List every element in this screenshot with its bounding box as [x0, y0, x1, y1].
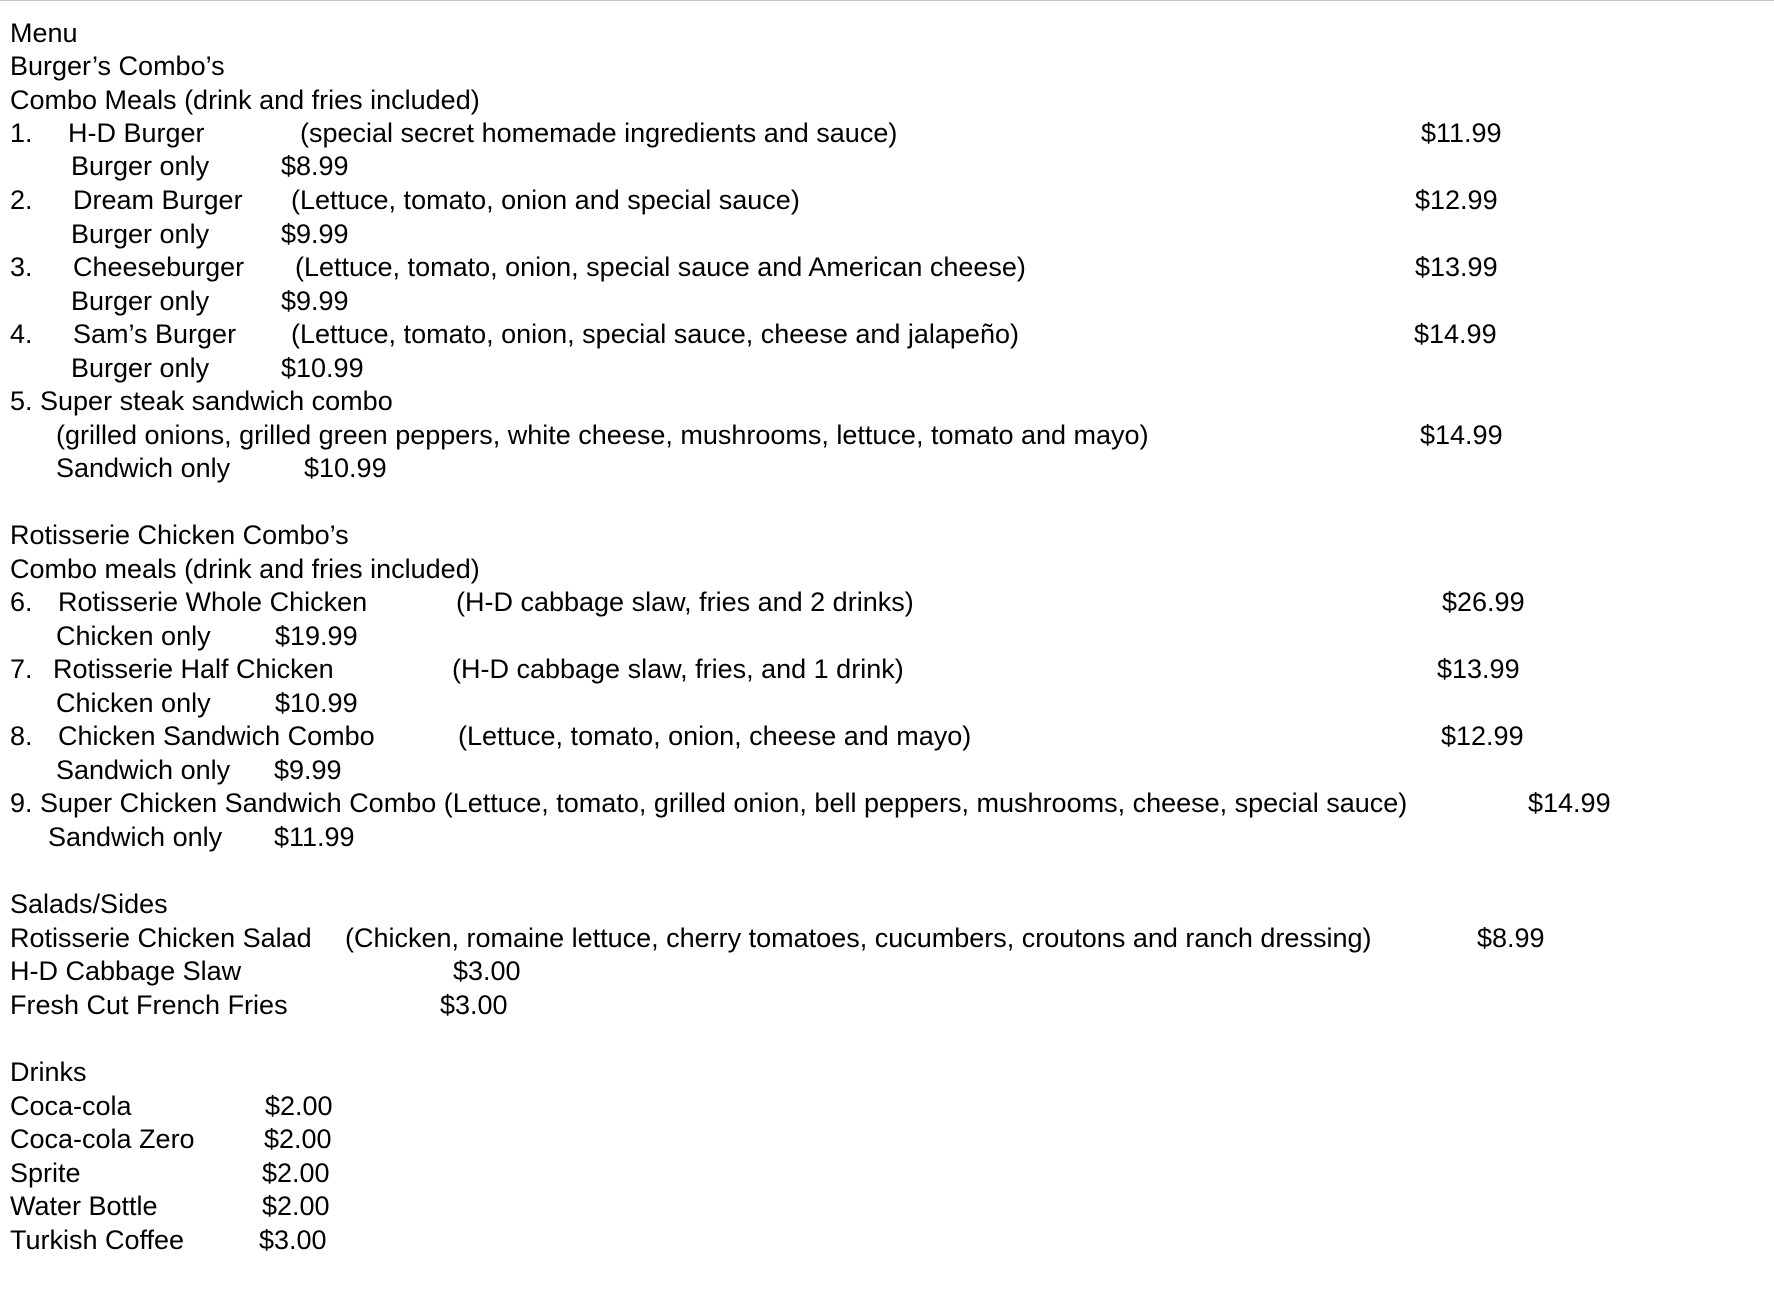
item-only-price: $9.99	[281, 219, 349, 249]
item-price: $12.99	[1415, 185, 1498, 215]
salad-description: (Chicken, romaine lettuce, cherry tomatoes, cucumbers, croutons and ranch dressing)	[345, 923, 1372, 953]
side-price: $3.00	[440, 990, 508, 1020]
super-chicken-only-price: $11.99	[274, 822, 355, 852]
item-price: $13.99	[1437, 654, 1520, 684]
drink-name: Coca-cola Zero	[10, 1124, 195, 1154]
item-price: $12.99	[1441, 721, 1524, 751]
side-name: Fresh Cut French Fries	[10, 990, 288, 1020]
item-name: Chicken Sandwich Combo	[58, 721, 375, 751]
drink-price: $2.00	[264, 1124, 332, 1154]
item-only-price: $10.99	[281, 353, 364, 383]
item-price: $13.99	[1415, 252, 1498, 282]
item-only-label: Burger only	[71, 151, 210, 181]
item-name: Dream Burger	[73, 185, 243, 215]
burgers-heading: Burger’s Combo’s	[10, 51, 225, 81]
item-number: 8.	[10, 721, 33, 751]
steak-only-label: Sandwich only	[56, 453, 231, 483]
drink-name: Sprite	[10, 1158, 81, 1188]
chicken-subheading: Combo meals (drink and fries included)	[10, 554, 480, 584]
item-name: H-D Burger	[68, 118, 205, 148]
drink-price: $3.00	[259, 1225, 327, 1255]
drink-price: $2.00	[265, 1091, 333, 1121]
side-price: $3.00	[453, 956, 521, 986]
super-chicken-line: 9. Super Chicken Sandwich Combo (Lettuce, tomato, grilled onion, bell peppers, mushrooms, cheese, special sauce)	[10, 788, 1408, 818]
salad-name: Rotisserie Chicken Salad	[10, 923, 312, 953]
item-only-price: $8.99	[281, 151, 349, 181]
item-description: (Lettuce, tomato, onion, special sauce and American cheese)	[295, 252, 1026, 282]
item-only-price: $10.99	[275, 688, 358, 718]
drink-name: Turkish Coffee	[10, 1225, 185, 1255]
item-description: (Lettuce, tomato, onion and special sauce)	[291, 185, 800, 215]
drink-price: $2.00	[262, 1191, 330, 1221]
drink-name: Coca-cola	[10, 1091, 132, 1121]
item-description: (Lettuce, tomato, onion, special sauce, cheese and jalapeño)	[291, 319, 1019, 349]
item-description: (special secret homemade ingredients and sauce)	[300, 118, 898, 148]
item-description: (H-D cabbage slaw, fries and 2 drinks)	[456, 587, 914, 617]
drink-price: $2.00	[262, 1158, 330, 1188]
item-only-price: $9.99	[281, 286, 349, 316]
item-only-label: Chicken only	[56, 621, 211, 651]
item-only-label: Burger only	[71, 286, 210, 316]
item-name: Rotisserie Whole Chicken	[58, 587, 368, 617]
item-number: 1.	[10, 118, 33, 148]
steak-combo-description: (grilled onions, grilled green peppers, white cheese, mushrooms, lettuce, tomato and mayo)	[56, 420, 1149, 450]
item-number: 2.	[10, 185, 33, 215]
item-number: 4.	[10, 319, 33, 349]
item-only-label: Burger only	[71, 353, 210, 383]
super-chicken-only-label: Sandwich only	[48, 822, 223, 852]
item-only-price: $19.99	[275, 621, 358, 651]
item-only-label: Burger only	[71, 219, 210, 249]
side-name: H-D Cabbage Slaw	[10, 956, 242, 986]
item-name: Rotisserie Half Chicken	[53, 654, 334, 684]
menu-title: Menu	[10, 18, 78, 48]
item-number: 7.	[10, 654, 33, 684]
burgers-subheading: Combo Meals (drink and fries included)	[10, 85, 480, 115]
item-price: $11.99	[1421, 118, 1502, 148]
item-description: (H-D cabbage slaw, fries, and 1 drink)	[452, 654, 904, 684]
item-number: 3.	[10, 252, 33, 282]
item-price: $26.99	[1442, 587, 1525, 617]
chicken-heading: Rotisserie Chicken Combo’s	[10, 520, 349, 550]
drink-name: Water Bottle	[10, 1191, 158, 1221]
item-only-price: $9.99	[274, 755, 342, 785]
item-name: Cheeseburger	[73, 252, 245, 282]
item-description: (Lettuce, tomato, onion, cheese and mayo)	[458, 721, 972, 751]
item-only-label: Sandwich only	[56, 755, 231, 785]
item-name: Sam’s Burger	[73, 319, 237, 349]
item-only-label: Chicken only	[56, 688, 211, 718]
salad-price: $8.99	[1477, 923, 1545, 953]
super-chicken-price: $14.99	[1528, 788, 1611, 818]
steak-combo-name: 5. Super steak sandwich combo	[10, 386, 393, 416]
item-price: $14.99	[1414, 319, 1497, 349]
steak-only-price: $10.99	[304, 453, 387, 483]
salads-heading: Salads/Sides	[10, 889, 168, 919]
drinks-heading: Drinks	[10, 1057, 87, 1087]
item-number: 6.	[10, 587, 33, 617]
steak-combo-price: $14.99	[1420, 420, 1503, 450]
